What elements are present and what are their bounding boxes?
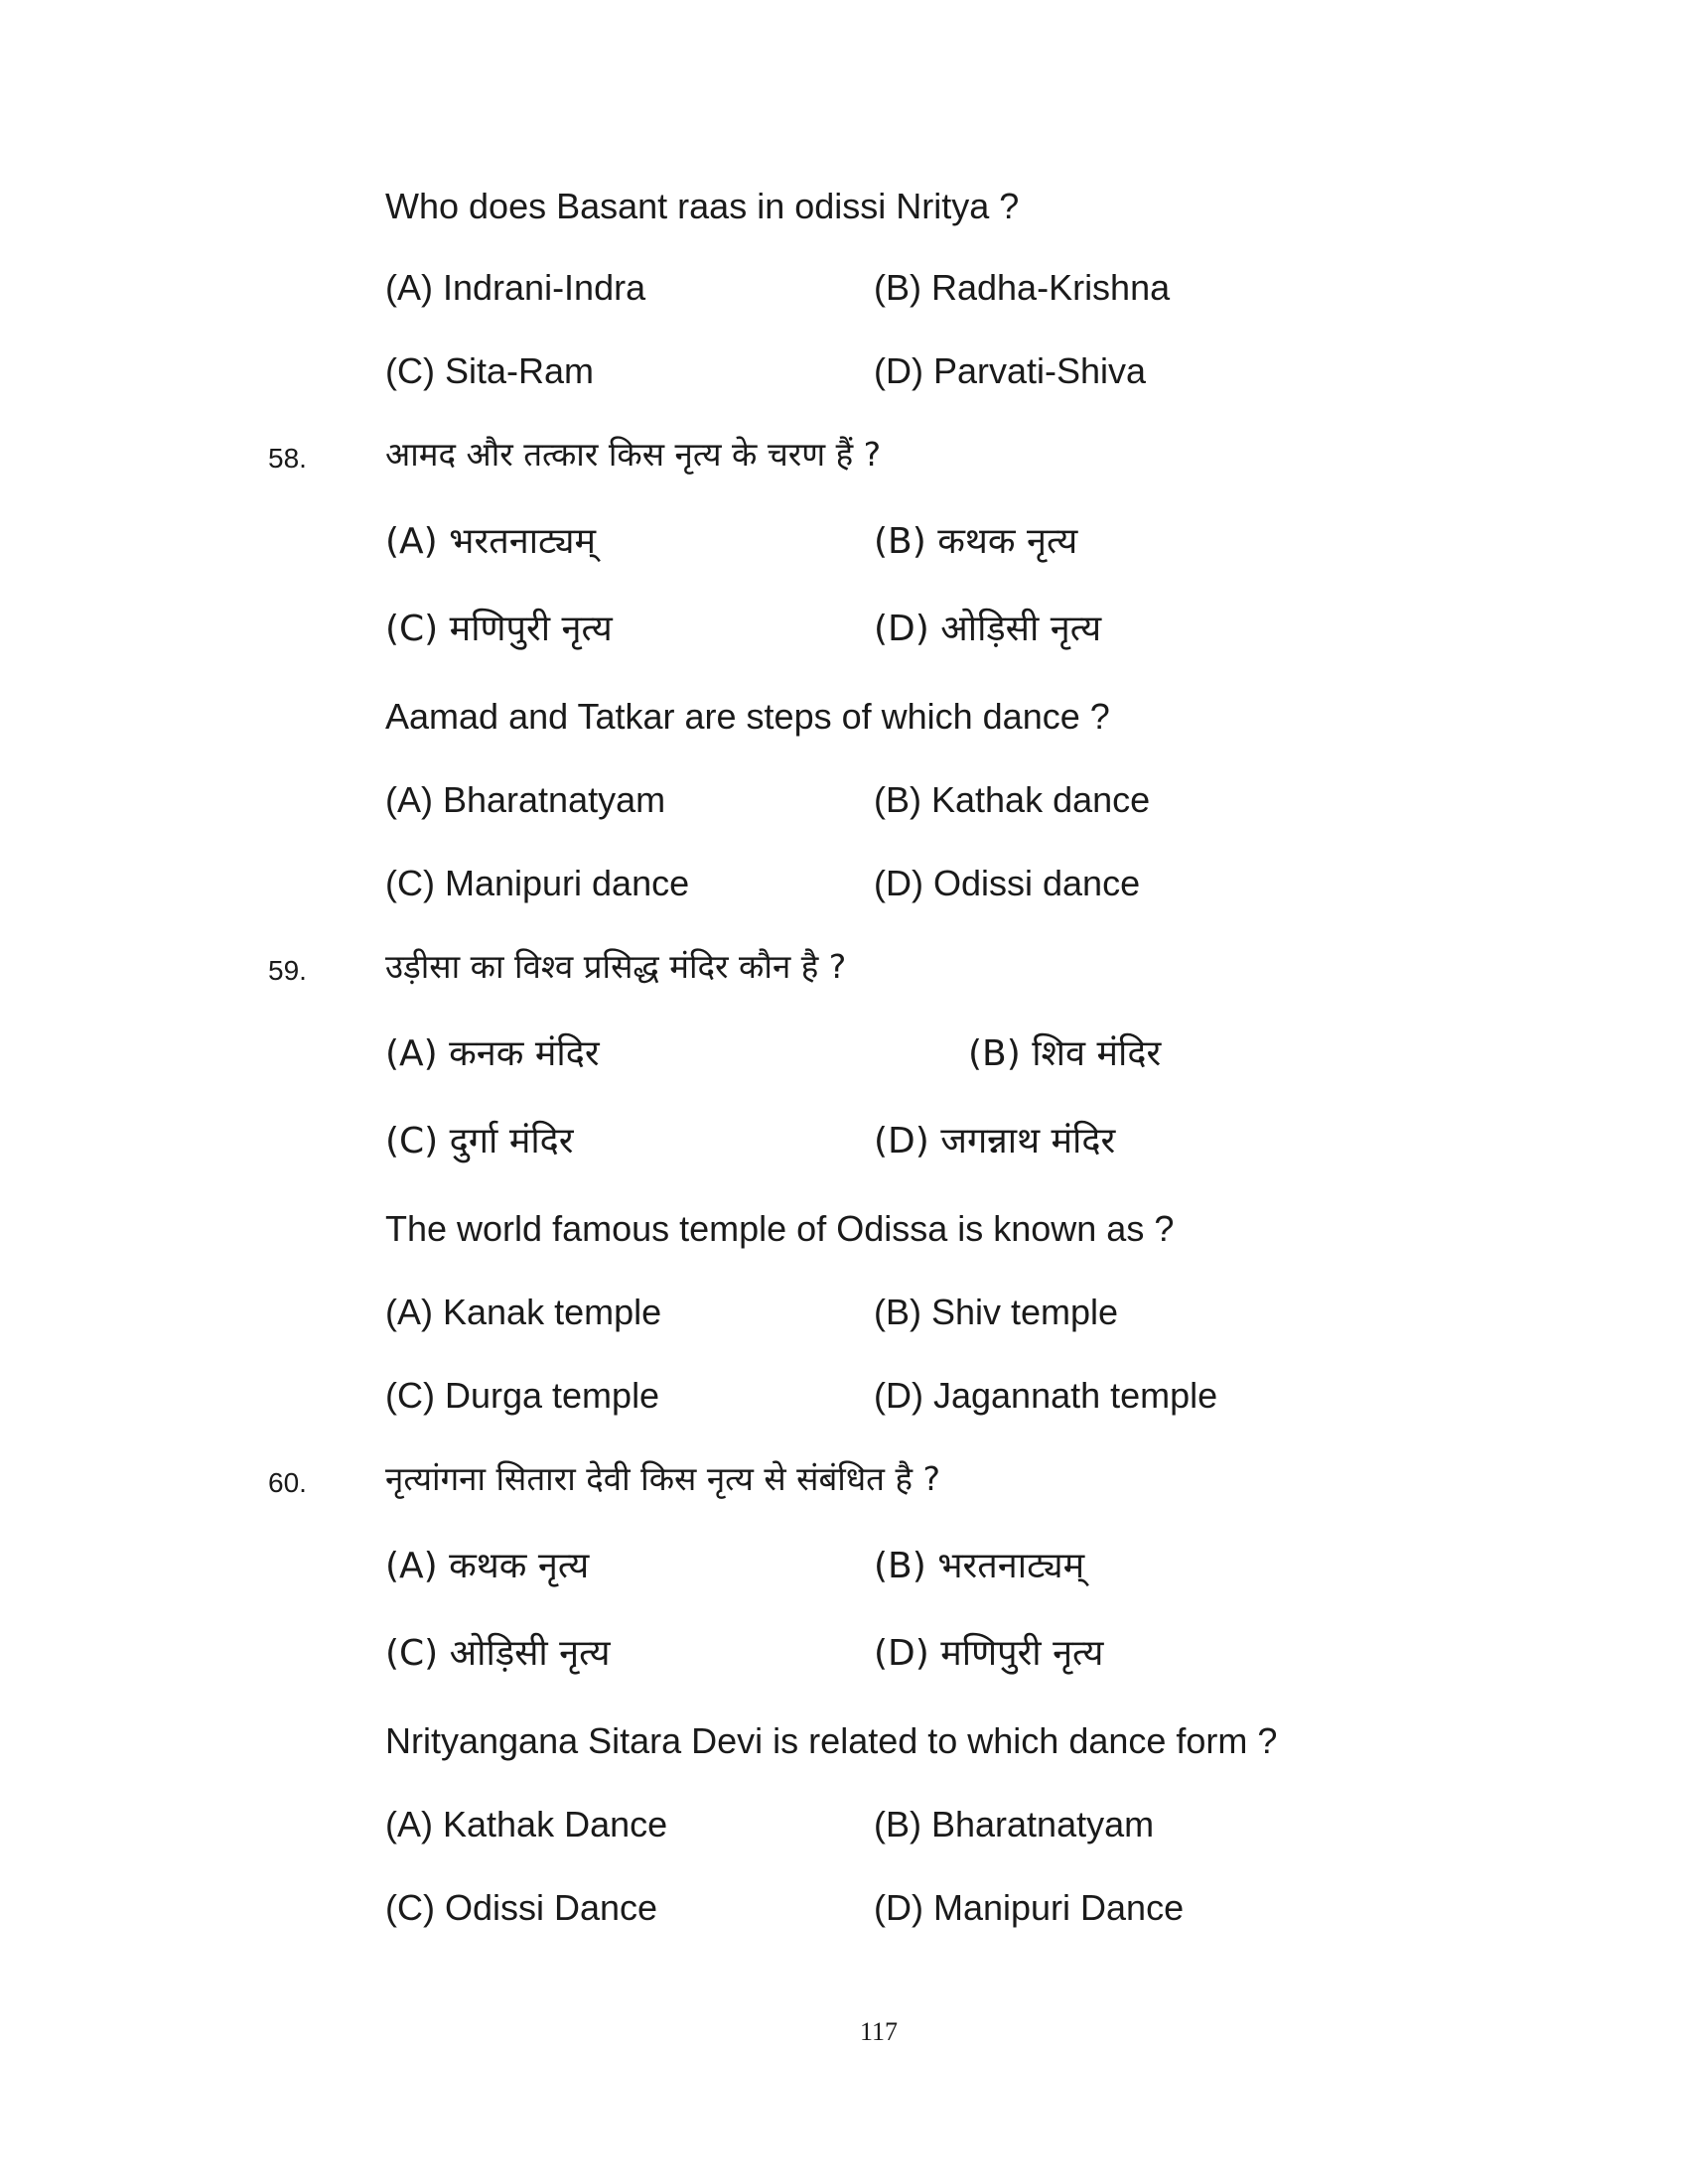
q60-hindi-option-c: (C) ओड़िसी नृत्य — [385, 1633, 611, 1674]
q60-english-option-a: (A) Kathak Dance — [385, 1804, 668, 1844]
q59-hindi-question: उड़ीसा का विश्व प्रसिद्ध मंदिर कौन है ? — [385, 947, 847, 986]
q58-hindi-option-a: (A) भरतनाट्यम् — [385, 521, 597, 562]
page-number: 117 — [859, 2017, 899, 2046]
q57-english-option-d: (D) Parvati-Shiva — [874, 350, 1147, 391]
q60-number: 60. — [268, 1467, 307, 1498]
q58-english-option-d: (D) Odissi dance — [874, 863, 1141, 903]
q59-number: 59. — [268, 955, 307, 986]
q57-english-option-a: (A) Indrani-Indra — [385, 267, 646, 308]
q59-hindi-option-b: (B) शिव मंदिर — [968, 1033, 1162, 1074]
q58-english-option-a: (A) Bharatnatyam — [385, 779, 666, 820]
q58-hindi-option-d: (D) ओड़िसी नृत्य — [874, 609, 1102, 649]
q59-english-question: The world famous temple of Odissa is known as ? — [385, 1208, 1175, 1249]
q57-english-option-b: (B) Radha-Krishna — [874, 267, 1171, 308]
q58-english-option-b: (B) Kathak dance — [874, 779, 1151, 820]
q58-hindi-option-b: (B) कथक नृत्य — [874, 521, 1078, 562]
q59-english-option-a: (A) Kanak temple — [385, 1292, 662, 1332]
q60-hindi-option-b: (B) भरतनाट्यम् — [874, 1546, 1085, 1586]
q60-hindi-option-a: (A) कथक नृत्य — [385, 1546, 590, 1586]
q58-number: 58. — [268, 443, 307, 474]
q60-english-option-c: (C) Odissi Dance — [385, 1887, 658, 1928]
q58-english-option-c: (C) Manipuri dance — [385, 863, 690, 903]
q58-hindi-option-c: (C) मणिपुरी नृत्य — [385, 609, 613, 649]
q60-english-question: Nrityangana Sitara Devi is related to which dance form ? — [385, 1720, 1278, 1761]
q59-hindi-option-a: (A) कनक मंदिर — [385, 1033, 600, 1074]
q58-english-question: Aamad and Tatkar are steps of which dance ? — [385, 696, 1110, 737]
q60-english-option-d: (D) Manipuri Dance — [874, 1887, 1185, 1928]
q59-hindi-option-d: (D) जगन्नाथ मंदिर — [874, 1121, 1116, 1161]
q58-hindi-question: आमद और तत्कार किस नृत्य के चरण हैं ? — [385, 435, 882, 474]
q59-english-option-b: (B) Shiv temple — [874, 1292, 1119, 1332]
q60-english-option-b: (B) Bharatnatyam — [874, 1804, 1155, 1844]
q59-english-option-d: (D) Jagannath temple — [874, 1375, 1218, 1416]
q60-hindi-option-d: (D) मणिपुरी नृत्य — [874, 1633, 1104, 1674]
q59-hindi-option-c: (C) दुर्गा मंदिर — [385, 1121, 574, 1161]
q60-hindi-question: नृत्यांगना सितारा देवी किस नृत्य से संबंधित है ? — [385, 1459, 940, 1498]
q57-english-option-c: (C) Sita-Ram — [385, 350, 595, 391]
q57-english-question: Who does Basant raas in odissi Nritya ? — [385, 186, 1020, 226]
q59-english-option-c: (C) Durga temple — [385, 1375, 660, 1416]
